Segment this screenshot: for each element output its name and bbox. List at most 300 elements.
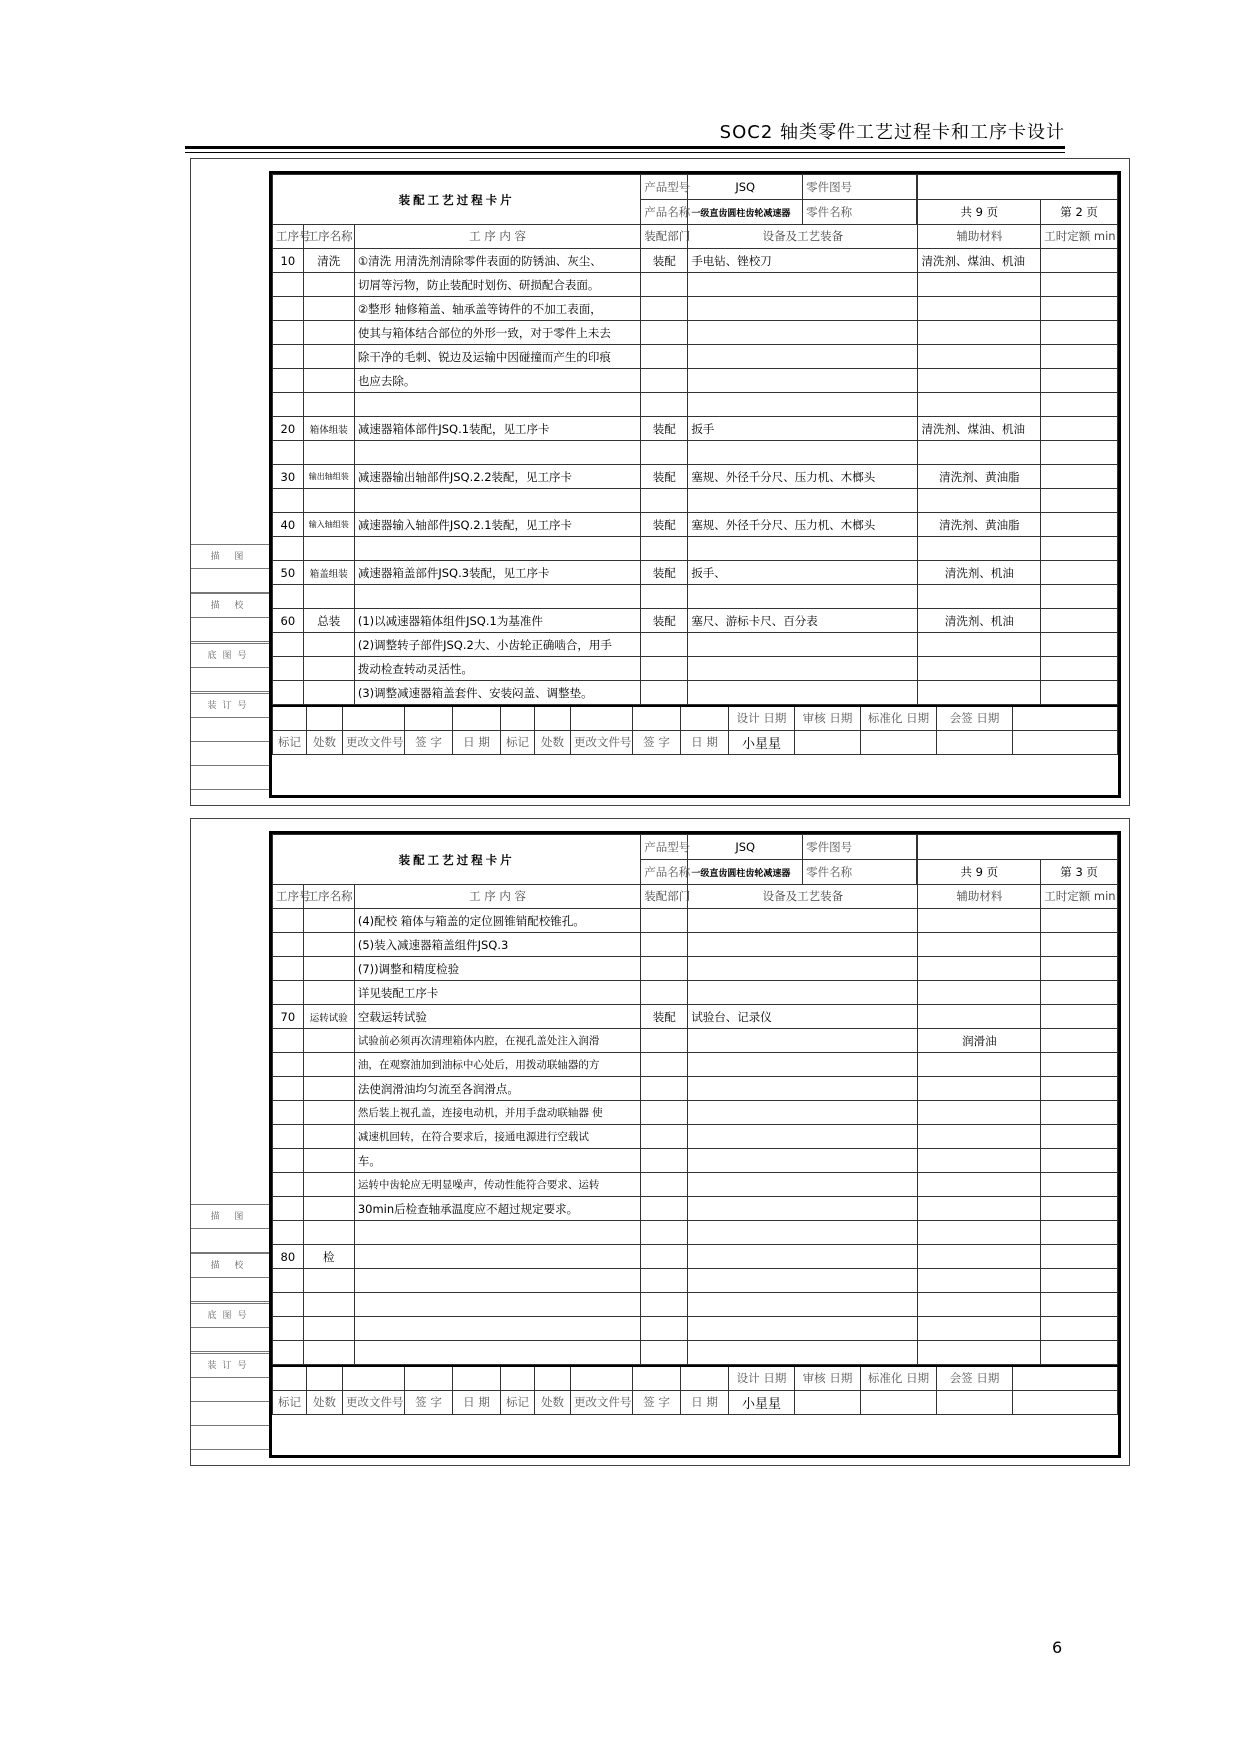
row-aux [918,273,1041,297]
product-model: JSQ [688,835,802,859]
table-row [273,1341,1118,1365]
row-content: (4)配校 箱体与箱盖的定位圆锥销配校锥孔。 [354,909,640,933]
row-aux [918,345,1041,369]
row-no [273,1221,304,1245]
row-aux [918,1125,1041,1149]
footer-label: 标记 [273,730,307,754]
row-name [303,909,354,933]
row-no [273,1029,304,1053]
footer-countersign: 会签 日期 [937,1366,1013,1390]
row-equip [688,1269,918,1293]
left-stamp-column [191,819,269,1465]
row-equip [688,441,918,465]
card-title: 装配工艺过程卡片 [273,175,641,225]
table-row [273,513,1118,537]
row-dept [641,537,688,561]
row-dept [641,345,688,369]
row-content: 30min后检查轴承温度应不超过规定要求。 [354,1197,640,1221]
row-time [1041,297,1118,321]
product-model-label: 产品型号 [641,175,688,200]
row-aux [918,1149,1041,1173]
footer-design: 设计 日期 [729,706,795,730]
table-row [273,321,1118,345]
row-no [273,441,304,465]
left-stamp-column [191,159,269,805]
row-name [303,1317,354,1341]
row-time [1041,1293,1118,1317]
stamp-proof: 描 校 [191,1253,269,1278]
table-row [273,393,1118,417]
row-time [1041,957,1118,981]
row-content: 减速器箱盖部件JSQ.3装配，见工序卡 [354,561,640,585]
row-dept [641,1317,688,1341]
row-name [303,1173,354,1197]
row-content: 然后装上视孔盖，连接电动机，并用手盘动联轴器 使 [354,1101,640,1125]
footer-label: 处数 [535,1390,571,1414]
row-dept [641,369,688,393]
row-aux: 清洗剂、煤油、机油 [918,249,1041,273]
row-dept [641,585,688,609]
row-aux [918,1101,1041,1125]
process-rows [273,909,1118,1365]
row-no: 20 [273,417,304,441]
table-row [273,1245,1118,1269]
row-equip: 扳手、 [688,561,918,585]
row-name [303,369,354,393]
footer-label: 处数 [307,1390,343,1414]
row-no [273,297,304,321]
row-equip [688,1341,918,1365]
product-name-label: 产品名称 [641,860,688,885]
row-time [1041,1269,1118,1293]
table-row [273,1101,1118,1125]
product-model: JSQ [688,175,802,199]
row-name [303,1029,354,1053]
col-aux: 辅助材料 [918,225,1041,249]
row-content [354,1221,640,1245]
table-row [273,1197,1118,1221]
row-equip [688,1317,918,1341]
row-content [354,489,640,513]
row-equip [688,489,918,513]
table-row [273,1149,1118,1173]
row-content: (1)以减速器箱体组件JSQ.1为基准件 [354,609,640,633]
row-content: 减速器箱体部件JSQ.1装配，见工序卡 [354,417,640,441]
row-content: (3)调整减速器箱盖套件、安装闷盖、调整垫。 [354,681,640,705]
row-time [1041,933,1118,957]
row-aux [918,1245,1041,1269]
process-card-2 [190,818,1130,1466]
stamp-blank [191,1278,269,1302]
row-aux [918,321,1041,345]
row-name [303,441,354,465]
row-aux: 清洗剂、黄油脂 [918,513,1041,537]
row-dept [641,657,688,681]
stamp-base-no: 底图号 [191,1303,269,1328]
table-row [273,1269,1118,1293]
row-name [303,933,354,957]
row-no: 70 [273,1005,304,1029]
row-dept [641,909,688,933]
total-pages: 共 9 页 [918,860,1041,885]
col-dept: 装配部门 [641,885,688,909]
product-name-cell [688,860,918,885]
row-time [1041,561,1118,585]
row-equip: 塞规、外径千分尺、压力机、木榔头 [688,465,918,489]
row-content [354,1317,640,1341]
product-name: 一级直齿圆柱齿轮减速器 [688,200,802,224]
row-dept [641,1245,688,1269]
stamp-base-no: 底图号 [191,643,269,668]
table-row [273,957,1118,981]
table-row [273,1005,1118,1029]
row-dept [641,1221,688,1245]
row-equip [688,957,918,981]
row-dept [641,1197,688,1221]
row-no [273,369,304,393]
row-content: 使其与箱体结合部位的外形一致，对于零件上未去 [354,321,640,345]
table-row [273,1125,1118,1149]
row-content [354,537,640,561]
table-row [273,465,1118,489]
row-dept [641,1269,688,1293]
row-aux [918,1341,1041,1365]
row-aux [918,1173,1041,1197]
row-equip [688,1245,918,1269]
row-name: 总装 [303,609,354,633]
row-aux [918,1293,1041,1317]
page-header: SOC2 轴类零件工艺过程卡和工序卡设计 [719,122,1065,143]
part-drawing-value [918,835,1118,860]
table-row [273,537,1118,561]
row-time [1041,321,1118,345]
row-dept [641,1293,688,1317]
row-aux [918,1197,1041,1221]
table-row [273,1317,1118,1341]
col-name: 工序名称 [303,885,354,909]
row-time [1041,1173,1118,1197]
card-table [272,834,1118,1365]
footer-label: 签 字 [405,1390,453,1414]
row-time [1041,1077,1118,1101]
footer-label: 日 期 [681,1390,729,1414]
row-name [303,345,354,369]
part-drawing-label: 零件图号 [803,835,917,859]
row-time [1041,981,1118,1005]
row-content: (5)装入减速器箱盖组件JSQ.3 [354,933,640,957]
column-header [273,885,1118,909]
row-no [273,1269,304,1293]
row-equip: 手电钻、锉校刀 [688,249,918,273]
row-dept: 装配 [641,1005,688,1029]
stamp-blank [191,1229,269,1253]
row-no [273,933,304,957]
row-name [303,1221,354,1245]
row-equip [688,393,918,417]
row-time [1041,537,1118,561]
row-aux [918,657,1041,681]
table-row [273,657,1118,681]
row-time [1041,585,1118,609]
row-no: 10 [273,249,304,273]
column-header [273,225,1118,249]
row-name: 清洗 [303,249,354,273]
footer-label: 更改文件号 [343,1390,405,1414]
row-time [1041,273,1118,297]
row-dept [641,1101,688,1125]
row-name [303,1293,354,1317]
row-equip [688,657,918,681]
row-aux: 清洗剂、机油 [918,561,1041,585]
footer-label: 更改文件号 [571,1390,633,1414]
stamp-draw: 描 图 [191,544,269,569]
row-equip [688,537,918,561]
stamp-blank [191,569,269,593]
row-name [303,633,354,657]
stamp-blank [191,1378,269,1402]
row-content [354,441,640,465]
stamp-blank [191,718,269,742]
header-rule-thin [185,152,1065,153]
row-equip [688,1173,918,1197]
row-equip [688,1029,918,1053]
row-name [303,585,354,609]
row-dept [641,321,688,345]
row-time [1041,681,1118,705]
row-name: 输入轴组装 [303,513,354,537]
row-dept [641,393,688,417]
row-time [1041,1317,1118,1341]
row-name [303,489,354,513]
footer-label: 更改文件号 [571,730,633,754]
row-content [354,1245,640,1269]
row-dept [641,297,688,321]
table-row [273,1293,1118,1317]
row-aux [918,369,1041,393]
table-row [273,1173,1118,1197]
row-equip [688,585,918,609]
row-aux [918,1005,1041,1029]
row-dept [641,957,688,981]
col-seq: 工序号 [273,225,304,249]
footer-label: 标记 [273,1390,307,1414]
row-name [303,537,354,561]
table-row [273,249,1118,273]
row-time [1041,1053,1118,1077]
footer-label: 日 期 [681,730,729,754]
row-time [1041,489,1118,513]
row-equip [688,1077,918,1101]
row-equip [688,1149,918,1173]
col-time: 工时定额 min [1041,225,1118,249]
stamp-bind-no: 装订号 [191,693,269,718]
footer-label: 标记 [501,1390,535,1414]
row-equip [688,345,918,369]
row-time [1041,1221,1118,1245]
row-content: 车。 [354,1149,640,1173]
table-row [273,297,1118,321]
row-content: 减速器输入轴部件JSQ.2.1装配，见工序卡 [354,513,640,537]
footer-label: 标记 [501,730,535,754]
card-header [273,175,1118,225]
table-row [273,441,1118,465]
row-content: 拨动检查转动灵活性。 [354,657,640,681]
row-equip: 扳手 [688,417,918,441]
row-content: (2)调整转子部件JSQ.2大、小齿轮正确啮合，用手 [354,633,640,657]
row-aux [918,393,1041,417]
row-time [1041,1245,1118,1269]
row-equip [688,933,918,957]
row-equip [688,1197,918,1221]
row-aux [918,585,1041,609]
footer-label: 日 期 [453,730,501,754]
row-dept: 装配 [641,513,688,537]
row-time [1041,417,1118,441]
col-time: 工时定额 min [1041,885,1118,909]
table-row [273,585,1118,609]
row-content [354,585,640,609]
row-no [273,1053,304,1077]
table-row [273,1029,1118,1053]
footer-standard: 标准化 日期 [861,1366,937,1390]
stamp-bind-no: 装订号 [191,1353,269,1378]
row-dept [641,981,688,1005]
row-no [273,681,304,705]
stamp-blank [191,1402,269,1426]
product-model-cell [688,835,918,860]
row-equip: 塞规、外径千分尺、压力机、木榔头 [688,513,918,537]
row-aux [918,909,1041,933]
card-footer [272,1365,1118,1415]
product-name-cell [688,200,918,225]
row-dept [641,1053,688,1077]
row-time [1041,465,1118,489]
row-time [1041,1341,1118,1365]
row-content: 运转中齿轮应无明显噪声，传动性能符合要求、运转 [354,1173,640,1197]
table-row [273,561,1118,585]
part-name-label: 零件名称 [803,200,917,224]
row-time [1041,393,1118,417]
row-time [1041,369,1118,393]
row-no [273,1173,304,1197]
row-equip [688,321,918,345]
row-name [303,1101,354,1125]
row-equip [688,1293,918,1317]
stamp-blank [191,1426,269,1450]
row-no: 30 [273,465,304,489]
row-dept [641,273,688,297]
row-name: 运转试验 [303,1005,354,1029]
table-row [273,345,1118,369]
col-content: 工 序 内 容 [354,885,640,909]
row-no [273,1341,304,1365]
row-no [273,909,304,933]
row-content: 油，在观察油加到油标中心处后，用拨动联轴器的方 [354,1053,640,1077]
row-no [273,393,304,417]
row-time [1041,657,1118,681]
product-name: 一级直齿圆柱齿轮减速器 [688,860,802,884]
row-equip [688,369,918,393]
row-content: 减速器输出轴部件JSQ.2.2装配，见工序卡 [354,465,640,489]
col-dept: 装配部门 [641,225,688,249]
row-equip [688,1125,918,1149]
row-aux: 清洗剂、煤油、机油 [918,417,1041,441]
row-time [1041,1101,1118,1125]
row-content: 试验前必须再次清理箱体内腔，在视孔盖处注入润滑 [354,1029,640,1053]
row-no [273,1149,304,1173]
table-row [273,417,1118,441]
footer-design: 设计 日期 [729,1366,795,1390]
row-no [273,345,304,369]
table-row [273,609,1118,633]
row-no [273,633,304,657]
row-aux: 清洗剂、机油 [918,609,1041,633]
row-dept: 装配 [641,249,688,273]
row-no [273,537,304,561]
row-aux [918,933,1041,957]
row-aux [918,297,1041,321]
row-name [303,1053,354,1077]
row-time [1041,1029,1118,1053]
row-name [303,1197,354,1221]
part-drawing-label: 零件图号 [803,175,917,199]
table-row [273,273,1118,297]
footer-label: 更改文件号 [343,730,405,754]
process-rows [273,249,1118,705]
row-dept [641,489,688,513]
table-row [273,489,1118,513]
row-content: 切屑等污物，防止装配时划伤、研损配合表面。 [354,273,640,297]
col-content: 工 序 内 容 [354,225,640,249]
row-no [273,1101,304,1125]
row-dept [641,1173,688,1197]
row-aux [918,537,1041,561]
row-dept: 装配 [641,417,688,441]
row-dept [641,1341,688,1365]
table-row [273,933,1118,957]
product-model-label: 产品型号 [641,835,688,860]
row-content: 除干净的毛刺、锐边及运输中因碰撞而产生的印痕 [354,345,640,369]
row-dept [641,1029,688,1053]
part-name-label: 零件名称 [803,860,917,884]
table-row [273,1053,1118,1077]
row-no [273,489,304,513]
row-name [303,957,354,981]
footer-countersign: 会签 日期 [937,706,1013,730]
col-name: 工序名称 [303,225,354,249]
designer-name: 小星星 [729,1390,795,1414]
row-equip: 塞尺、游标卡尺、百分表 [688,609,918,633]
part-drawing-value [918,175,1118,200]
row-equip [688,1221,918,1245]
table-row [273,981,1118,1005]
row-dept [641,441,688,465]
row-time [1041,1149,1118,1173]
row-equip [688,1053,918,1077]
row-content: 也应去除。 [354,369,640,393]
row-time [1041,1005,1118,1029]
product-model-cell [688,175,918,200]
row-equip [688,633,918,657]
stamp-blank [191,742,269,766]
stamp-blank [191,766,269,790]
row-aux: 清洗剂、黄油脂 [918,465,1041,489]
footer-label: 签 字 [633,1390,681,1414]
footer-label: 签 字 [405,730,453,754]
table-row [273,1221,1118,1245]
row-content: (7))调整和精度检验 [354,957,640,981]
row-equip [688,981,918,1005]
